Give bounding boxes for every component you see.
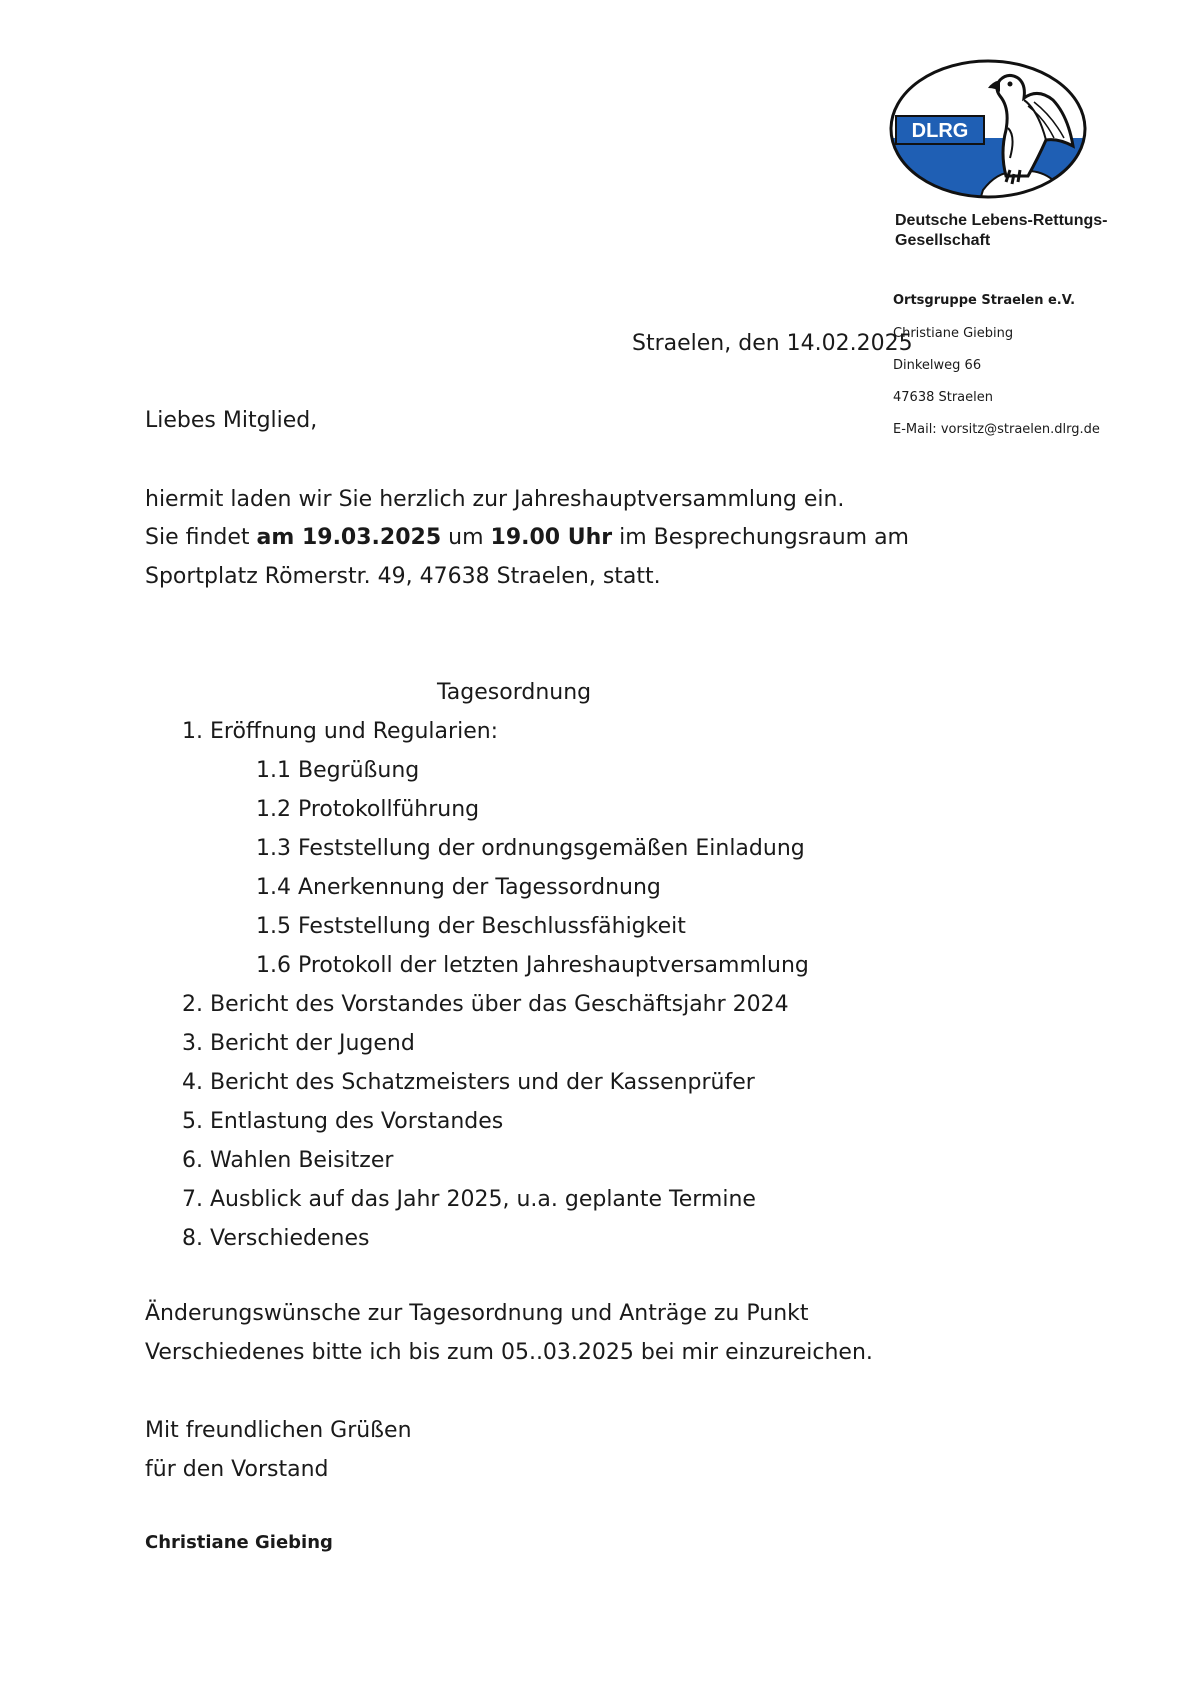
organization-name-line1: Deutsche Lebens-Rettungs- [895, 212, 1108, 229]
invitation-line-2 [145, 525, 909, 551]
agenda-subitem: 1.5 Feststellung der Beschlussfähigkeit [256, 914, 686, 939]
agenda-subitem: 1.1 Begrüßung [256, 758, 420, 783]
invitation-text: um [441, 525, 491, 550]
invitation-text: im Besprechungsraum am [612, 525, 909, 550]
sender-city: 47638 Straelen [893, 390, 993, 405]
dlrg-logo [888, 58, 1088, 200]
closing-line-2: für den Vorstand [145, 1457, 329, 1482]
invitation-text: Sie findet [145, 525, 257, 550]
invitation-line-3: Sportplatz Römerstr. 49, 47638 Straelen, statt. [145, 564, 661, 589]
sender-name: Christiane Giebing [893, 326, 1014, 341]
salutation: Liebes Mitglied, [145, 408, 318, 433]
change-requests-line-1: Änderungswünsche zur Tagesordnung und Anträge zu Punkt [145, 1301, 809, 1326]
invitation-line-1: hiermit laden wir Sie herzlich zur Jahreshauptversammlung ein. [145, 487, 845, 512]
signature-name: Christiane Giebing [145, 1532, 333, 1553]
organization-name [895, 211, 1107, 251]
meeting-time: 19.00 Uhr [490, 525, 613, 550]
date-line: Straelen, den 14.02.2025 [632, 331, 913, 356]
agenda-item: 6. Wahlen Beisitzer [182, 1148, 394, 1173]
agenda-subitem: 1.2 Protokollführung [256, 797, 480, 822]
logo-text: DLRG [911, 120, 969, 142]
closing-line-1: Mit freundlichen Grüßen [145, 1418, 412, 1443]
agenda-subitem: 1.4 Anerkennung der Tagessordnung [256, 875, 661, 900]
sender-group: Ortsgruppe Straelen e.V. [893, 293, 1076, 308]
change-requests-line-2: Verschiedenes bitte ich bis zum 05..03.2025 bei mir einzureichen. [145, 1340, 873, 1365]
organization-name-line2: Gesellschaft [895, 232, 991, 249]
agenda-item: 5. Entlastung des Vorstandes [182, 1109, 504, 1134]
agenda-item: 7. Ausblick auf das Jahr 2025, u.a. geplante Termine [182, 1187, 756, 1212]
sender-email[interactable]: E-Mail: vorsitz@straelen.dlrg.de [893, 422, 1100, 437]
agenda-title: Tagesordnung [437, 680, 592, 705]
agenda-subitem: 1.6 Protokoll der letzten Jahreshauptversammlung [256, 953, 809, 978]
sender-street: Dinkelweg 66 [893, 358, 982, 373]
agenda-subitem: 1.3 Feststellung der ordnungsgemäßen Einladung [256, 836, 805, 861]
meeting-date: am 19.03.2025 [256, 525, 442, 550]
agenda-item: 2. Bericht des Vorstandes über das Geschäftsjahr 2024 [182, 992, 789, 1017]
agenda-item: 1. Eröffnung und Regularien: [182, 719, 499, 744]
agenda-item: 4. Bericht des Schatzmeisters und der Kassenprüfer [182, 1070, 755, 1095]
agenda-item: 8. Verschiedenes [182, 1226, 370, 1251]
agenda-item: 3. Bericht der Jugend [182, 1031, 415, 1056]
